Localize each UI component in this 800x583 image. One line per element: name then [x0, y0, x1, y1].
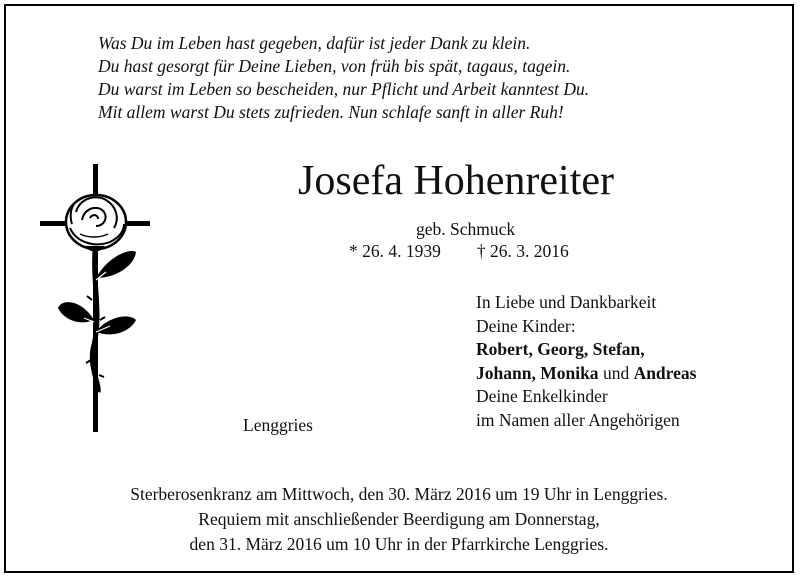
service-line: Sterberosenkranz am Mittwoch, den 30. März 2016 um 19 Uhr in Lenggries.: [130, 484, 668, 504]
relatives-line: im Namen aller Angehörigen: [476, 409, 680, 430]
child-name: Monika: [540, 362, 599, 383]
child-name: Johann,: [476, 362, 536, 383]
family-line: Deine Kinder:: [476, 315, 576, 336]
cross-with-rose-icon: [36, 160, 161, 445]
children-names-line: Robert, Georg, Stefan,: [476, 339, 645, 359]
grandchildren-line: Deine Enkelkinder: [476, 386, 608, 406]
memorial-poem: [98, 32, 589, 124]
children-names: [476, 338, 696, 362]
conjunction: und: [602, 362, 630, 383]
maiden-name: geb. Schmuck: [416, 219, 516, 239]
poem-line: Du hast gesorgt für Deine Lieben, von früh bis spät, tagaus, tagein.: [98, 56, 571, 76]
family-signature: [476, 291, 696, 432]
life-dates: [349, 240, 569, 262]
obituary-notice: [4, 4, 794, 573]
children-names-2: [476, 362, 696, 386]
service-line: Requiem mit anschließender Beerdigung am Donnerstag,: [198, 509, 600, 529]
service-line: den 31. März 2016 um 10 Uhr in der Pfarrkirche Lenggries.: [189, 534, 609, 554]
poem-line: Mit allem warst Du stets zufrieden. Nun schlafe sanft in aller Ruh!: [98, 102, 564, 122]
place-name: Lenggries: [243, 415, 313, 435]
poem-line: Du warst im Leben so bescheiden, nur Pflicht und Arbeit kanntest Du.: [98, 79, 590, 99]
child-name: Andreas: [633, 362, 697, 383]
service-details: [6, 482, 792, 557]
poem-line: Was Du im Leben hast gegeben, dafür ist jeder Dank zu klein.: [98, 33, 531, 53]
deceased-name: Josefa Hohenreiter: [298, 158, 615, 204]
death-date: † 26. 3. 2016: [476, 241, 569, 261]
birth-date: * 26. 4. 1939: [349, 241, 441, 261]
family-line: In Liebe und Dankbarkeit: [476, 292, 657, 312]
